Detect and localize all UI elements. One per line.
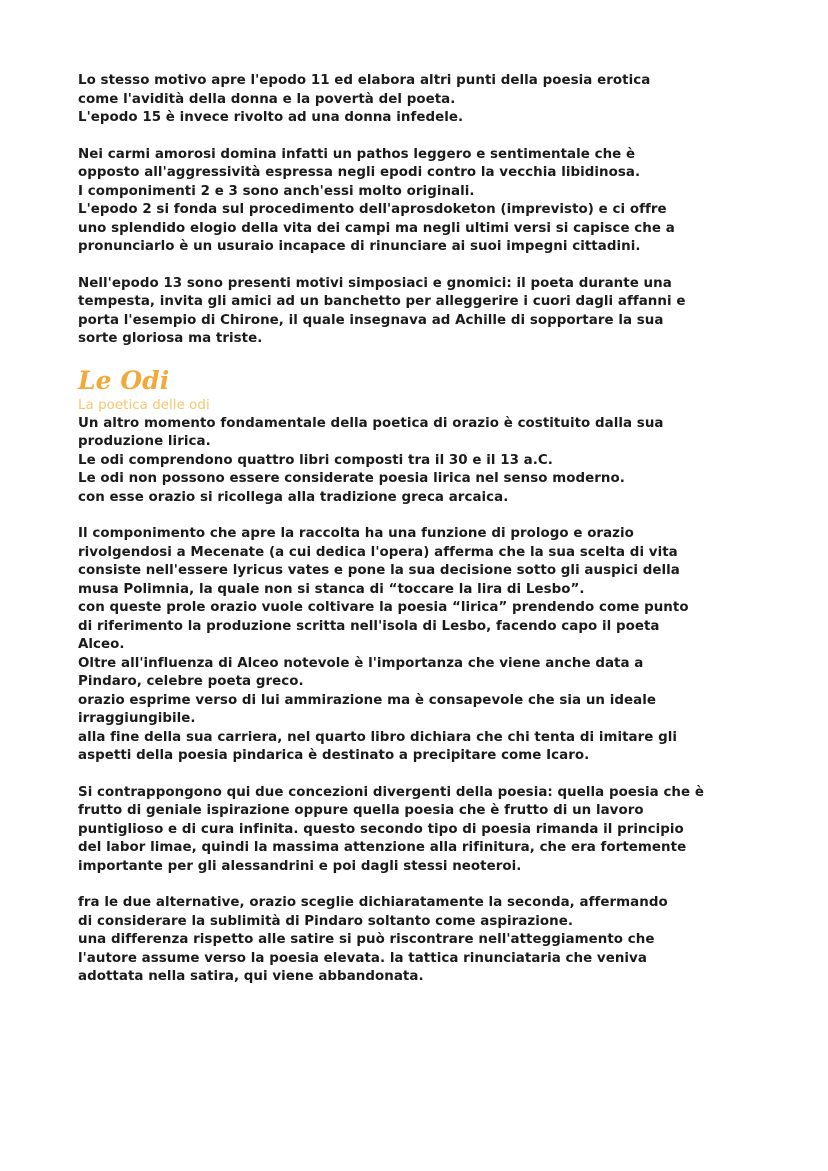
text-line: Un altro momento fondamentale della poetica di orazio è costituito dalla sua bbox=[78, 415, 664, 431]
paragraph-block-top bbox=[78, 72, 768, 349]
paragraph bbox=[78, 275, 768, 349]
text-line: del labor limae, quindi la massima attenzione alla rifinitura, che era fortemente bbox=[78, 840, 687, 855]
text-line: di riferimento la produzione scritta nell'isola di Lesbo, facendo capo il poeta bbox=[78, 618, 660, 634]
text-line: Le odi comprendono quattro libri composti tra il 30 e il 13 a.C. bbox=[78, 452, 553, 468]
text-line: musa Polimnia, la quale non si stanca di “toccare la lira di Lesbo”. bbox=[78, 581, 585, 597]
text-line: Pindaro, celebre poeta greco. bbox=[78, 674, 304, 689]
text-line: come l'avidità della donna e la povertà del poeta. bbox=[78, 91, 456, 107]
text-line: Oltre all'influenza di Alceo notevole è l'importanza che viene anche data a bbox=[78, 655, 644, 671]
text-line: irraggiungibile. bbox=[78, 711, 196, 726]
text-line: sorte gloriosa ma triste. bbox=[78, 331, 263, 346]
paragraph bbox=[78, 784, 768, 877]
text-line: frutto di geniale ispirazione oppure quella poesia che è frutto di un lavoro bbox=[78, 803, 644, 818]
paragraph bbox=[78, 894, 768, 987]
text-line: alla fine della sua carriera, nel quarto libro dichiara che chi tenta di imitare gli bbox=[78, 729, 678, 745]
text-line: L'epodo 2 si fonda sul procedimento dell'aprosdoketon (imprevisto) e ci offre bbox=[78, 202, 667, 217]
text-line: Alceo. bbox=[78, 637, 125, 652]
text-line: adottata nella satira, qui viene abbandonata. bbox=[78, 969, 424, 984]
text-line: con queste prole orazio vuole coltivare la poesia “lirica” prendendo come punto bbox=[78, 600, 689, 615]
text-line: Le odi non possono essere considerate poesia lirica nel senso moderno. bbox=[78, 471, 625, 486]
paragraph bbox=[78, 415, 768, 508]
paragraph bbox=[78, 525, 768, 766]
text-line: con esse orazio si ricollega alla tradizione greca arcaica. bbox=[78, 489, 509, 505]
text-line: di considerare la sublimità di Pindaro soltanto come aspirazione. bbox=[78, 913, 573, 929]
section-title: Le Odi bbox=[78, 365, 170, 395]
paragraph bbox=[78, 72, 768, 128]
text-line: Nei carmi amorosi domina infatti un pathos leggero e sentimentale che è bbox=[78, 146, 636, 162]
paragraph-block-bottom bbox=[78, 415, 768, 987]
text-line: puntiglioso e di cura infinita. questo secondo tipo di poesia rimanda il principio bbox=[78, 821, 684, 837]
text-line: Nell'epodo 13 sono presenti motivi simposiaci e gnomici: il poeta durante una bbox=[78, 275, 672, 291]
text-line: uno splendido elogio della vita dei campi ma negli ultimi versi si capisce che a bbox=[78, 220, 675, 236]
text-line: produzione lirica. bbox=[78, 434, 211, 449]
text-line: porta l'esempio di Chirone, il quale insegnava ad Achille di sopportare la sua bbox=[78, 312, 664, 328]
text-line: Si contrappongono qui due concezioni divergenti della poesia: quella poesia che è bbox=[78, 784, 704, 800]
text-line: Il componimento che apre la raccolta ha una funzione di prologo e orazio bbox=[78, 526, 634, 541]
text-line: una differenza rispetto alle satire si può riscontrare nell'atteggiamento che bbox=[78, 932, 655, 947]
section-subtitle: La poetica delle odi bbox=[78, 397, 210, 413]
text-line: consiste nell'essere lyricus vates e pone la sua decisione sotto gli auspici della bbox=[78, 563, 680, 578]
paragraph bbox=[78, 146, 768, 257]
text-line: Lo stesso motivo apre l'epodo 11 ed elabora altri punti della poesia erotica bbox=[78, 73, 651, 88]
text-line: L'epodo 15 è invece rivolto ad una donna infedele. bbox=[78, 110, 464, 125]
text-line: importante per gli alessandrini e poi dagli stessi neoteroi. bbox=[78, 858, 522, 874]
text-line: I componimenti 2 e 3 sono anch'essi molto originali. bbox=[78, 183, 475, 199]
text-line: fra le due alternative, orazio sceglie dichiaratamente la seconda, affermando bbox=[78, 895, 668, 910]
text-line: pronunciarlo è un usuraio incapace di rinunciare ai suoi impegni cittadini. bbox=[78, 239, 641, 254]
text-line: rivolgendosi a Mecenate (a cui dedica l'opera) afferma che la sua scelta di vita bbox=[78, 544, 678, 560]
text-line: l'autore assume verso la poesia elevata. la tattica rinunciataria che veniva bbox=[78, 950, 647, 966]
text-line: orazio esprime verso di lui ammirazione ma è consapevole che sia un ideale bbox=[78, 692, 656, 708]
text-line: opposto all'aggressività espressa negli epodi contro la vecchia libidinosa. bbox=[78, 165, 641, 180]
text-line: aspetti della poesia pindarica è destinato a precipitare come Icaro. bbox=[78, 748, 590, 763]
text-line: tempesta, invita gli amici ad un banchetto per alleggerire i cuori dagli affanni e bbox=[78, 294, 686, 309]
